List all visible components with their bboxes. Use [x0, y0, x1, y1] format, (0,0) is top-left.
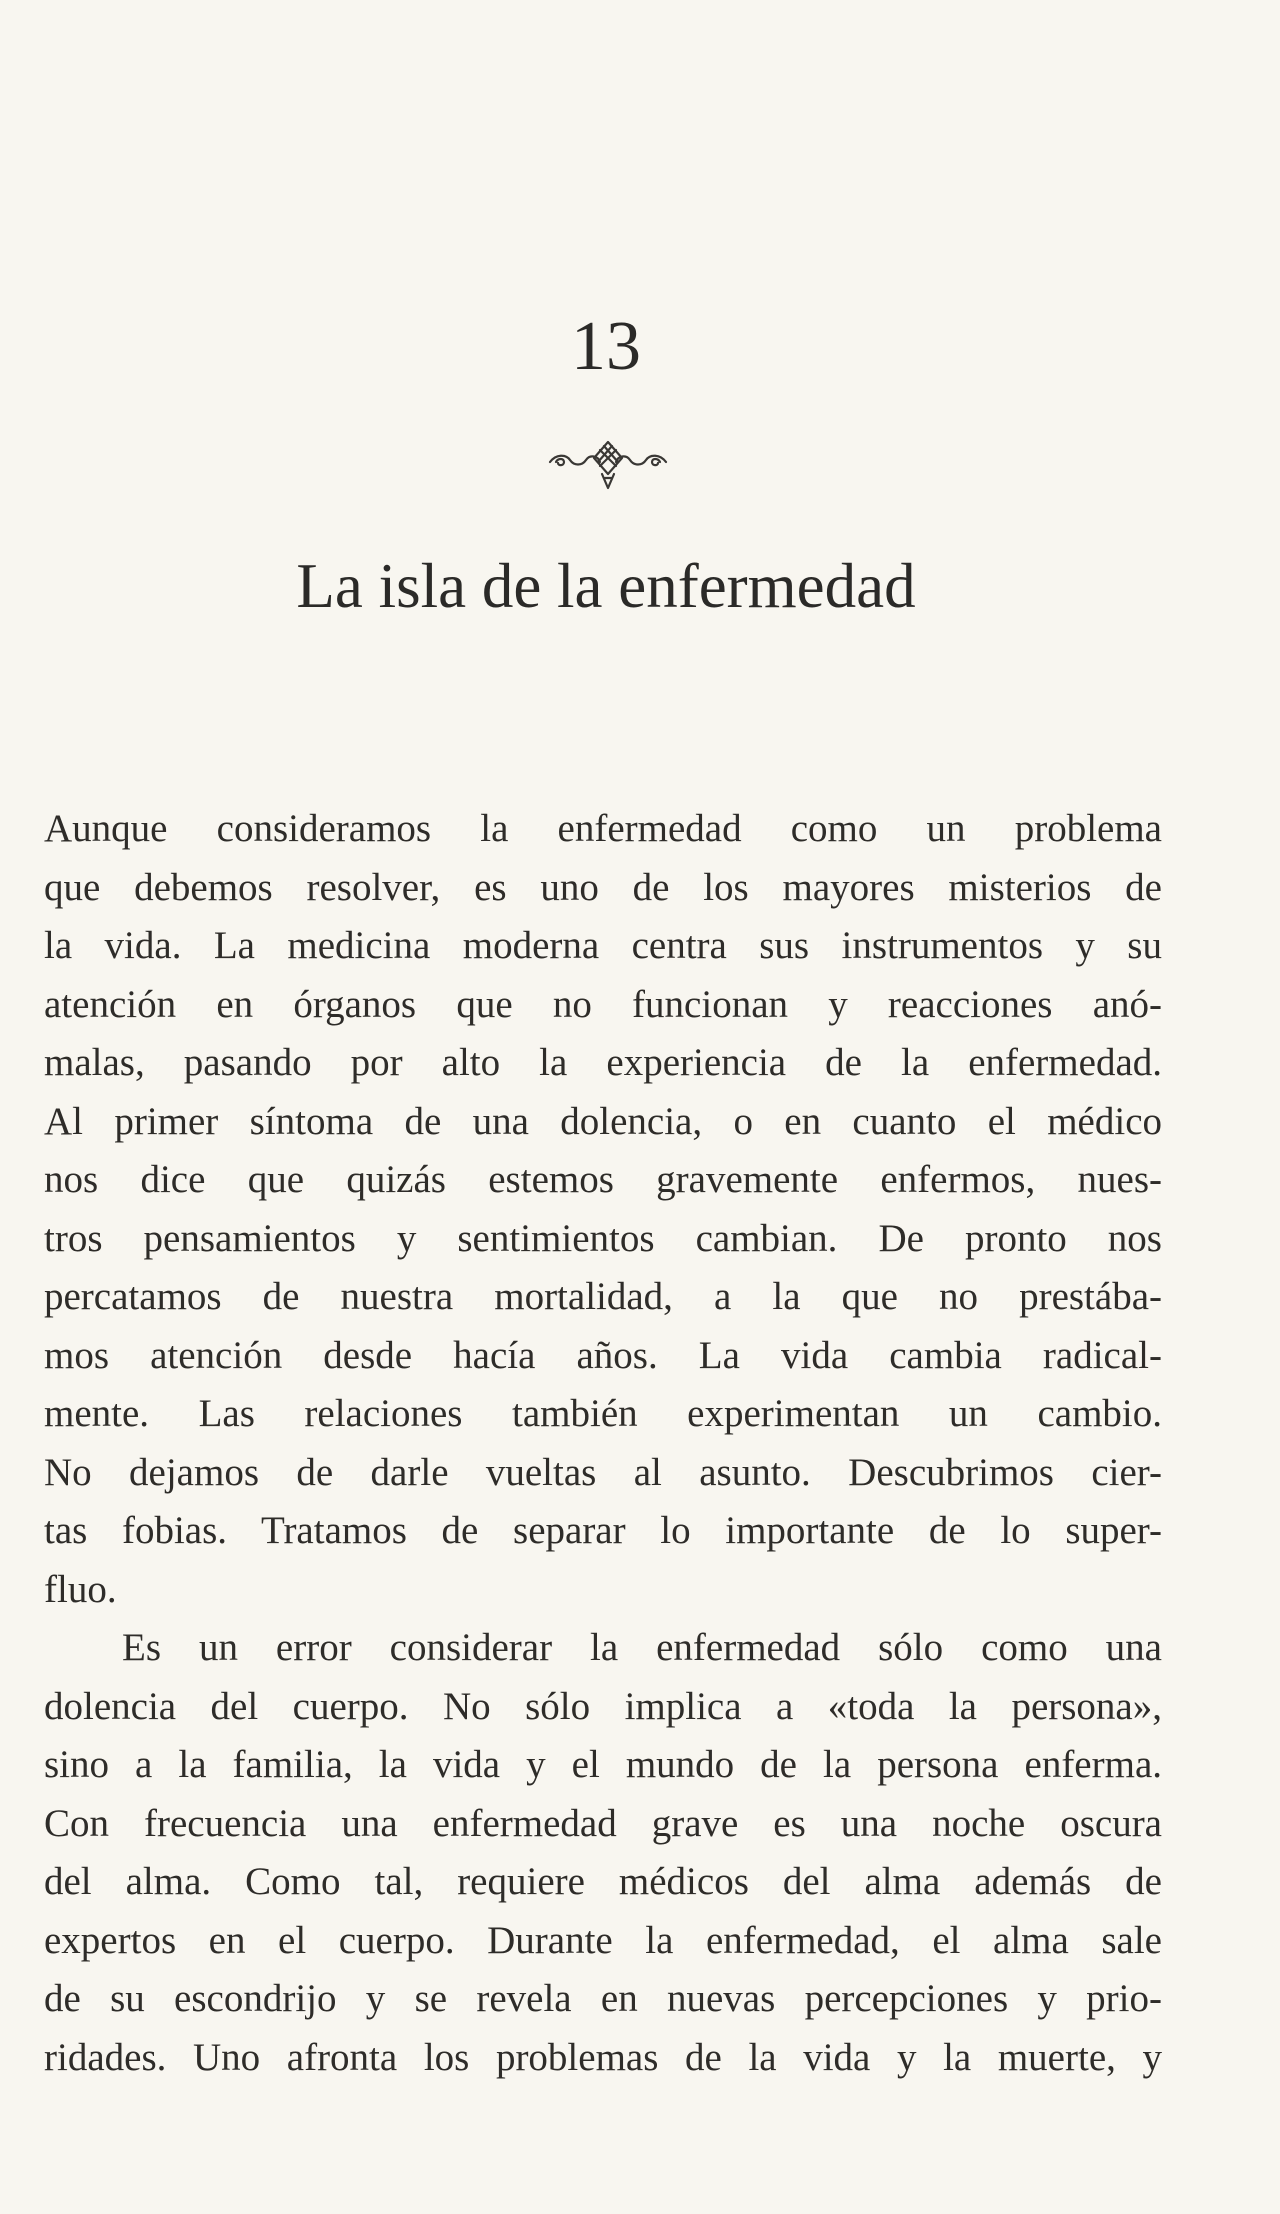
text-line: dolencia del cuerpo. No sólo implica a «toda la persona»,	[44, 1684, 1162, 1728]
text-line: malas, pasando por alto la experiencia de la enfermedad.	[44, 1041, 1162, 1084]
fleuron-ornament-icon	[546, 436, 670, 496]
text-line: percatamos de nuestra mortalidad, a la que no prestába-	[44, 1275, 1162, 1318]
text-line: que debemos resolver, es uno de los mayores misterios de	[44, 865, 1162, 909]
text-line: de su escondrijo y se revela en nuevas percepciones y prio-	[44, 1977, 1162, 2020]
text-line: mente. Las relaciones también experimentan un cambio.	[44, 1392, 1162, 1435]
text-line: la vida. La medicina moderna centra sus instrumentos y su	[44, 924, 1162, 967]
chapter-body	[44, 800, 1162, 2087]
text-line: Con frecuencia una enfermedad grave es una noche oscura	[44, 1801, 1162, 1845]
text-line: sino a la familia, la vida y el mundo de la persona enferma.	[44, 1743, 1162, 1786]
chapter-title: La isla de la enfermedad	[296, 551, 916, 621]
text-line: mos atención desde hacía años. La vida cambia radical-	[44, 1333, 1162, 1377]
text-line: del alma. Como tal, requiere médicos del alma además de	[44, 1860, 1162, 1903]
chapter-number: 13	[571, 308, 641, 385]
text-line: nos dice que quizás estemos gravemente enfermos, nues-	[44, 1158, 1162, 1201]
text-line: ridades. Uno afronta los problemas de la vida y la muerte, y	[44, 2035, 1162, 2079]
text-line: expertos en el cuerpo. Durante la enfermedad, el alma sale	[44, 1918, 1162, 1962]
text-line: Aunque consideramos la enfermedad como un problema	[44, 807, 1162, 850]
text-line: tas fobias. Tratamos de separar lo importante de lo super-	[44, 1509, 1162, 1552]
text-line: tros pensamientos y sentimientos cambian. De pronto nos	[44, 1216, 1162, 1260]
text-line: atención en órganos que no funcionan y reacciones anó-	[44, 982, 1162, 1026]
text-line: fluo.	[44, 1567, 117, 1611]
text-line: No dejamos de darle vueltas al asunto. Descubrimos cier-	[44, 1450, 1162, 1494]
text-line: Al primer síntoma de una dolencia, o en cuanto el médico	[44, 1099, 1162, 1143]
text-line: Es un error considerar la enfermedad sólo como una	[122, 1626, 1162, 1669]
